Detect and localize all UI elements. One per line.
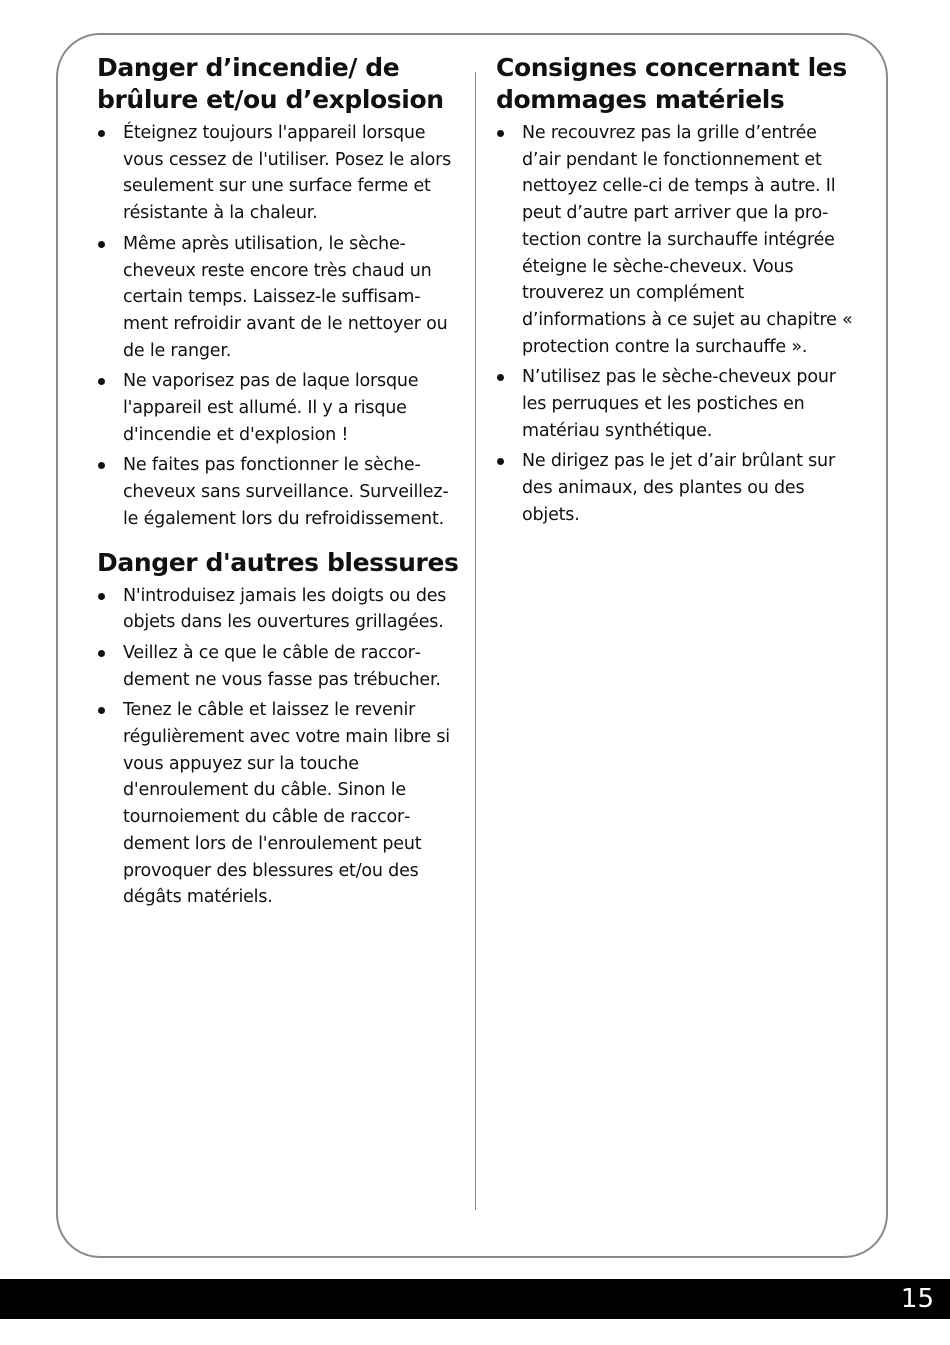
list-item [97, 452, 459, 532]
list-item-text: Tenez le câble et laissez le revenir régulièrement avec votre main libre si vous appuyez sur la touche d'enroulement du câble. Sinon le tournoiement du câble de raccordement lors de l'enroulement peut provoquer des blessures et/ou des dégâts matériels. [123, 700, 450, 908]
list-item-text: N'introduisez jamais les doigts ou des objets dans les ouvertures grillagées. [123, 585, 447, 633]
bullet-icon [98, 378, 105, 385]
list-item-text: Éteignez toujours l'appareil lorsque vous cessez de l'utiliser. Posez le alors seulement sur une surface ferme et résistante à la chaleur. [123, 123, 452, 224]
page-number: 15 [900, 1284, 934, 1314]
bullet-icon [497, 130, 504, 137]
bullet-icon [497, 458, 504, 465]
list-item-text: Ne faites pas fonctionner le sèche-cheveux sans surveillance. Surveillez-le également lors du refroidissement. [123, 455, 449, 529]
list-item [496, 448, 858, 528]
bullet-icon [98, 130, 105, 137]
list-item-text: N’utilisez pas le sèche-cheveux pour les perruques et les postiches en matériau synthétique. [522, 367, 836, 441]
list-item-text: Ne dirigez pas le jet d’air brûlant sur des animaux, des plantes ou des objets. [522, 451, 835, 525]
fire-danger-list [97, 120, 459, 533]
left-column [97, 52, 459, 915]
section-heading-fire-danger: Danger d’incendie/ de brûlure et/ou d’explosion [97, 53, 444, 114]
section-heading-material-damage: Consignes concernant les dommages matériels [496, 53, 847, 114]
list-item-text: Ne recouvrez pas la grille d’entrée d’air pendant le fonctionnement et nettoyez celle-ci de temps à autre. Il peut d’autre part arriver que la protection contre la surchauffe intégrée éteigne le sèche-cheveux. Vous trouverez un complément d’informations à ce sujet au chapitre « protection contre la surchauffe ». [522, 123, 853, 357]
list-item [97, 231, 459, 365]
list-item-text: Ne vaporisez pas de laque lorsque l'appareil est allumé. Il y a risque d'incendie et d'explosion ! [123, 371, 419, 445]
bullet-icon [98, 650, 105, 657]
material-damage-list [496, 120, 858, 529]
footer-bar [0, 1279, 950, 1319]
bullet-icon [98, 462, 105, 469]
list-item-text: Même après utilisation, le sèche-cheveux reste encore très chaud un certain temps. Laissez-le suffisamment refroidir avant de le nettoyer ou de le ranger. [123, 233, 448, 361]
bullet-icon [98, 593, 105, 600]
list-item [97, 697, 459, 911]
list-item [496, 364, 858, 444]
bullet-icon [98, 241, 105, 248]
right-column [496, 52, 858, 533]
list-item [97, 583, 459, 636]
column-divider [475, 72, 476, 1210]
list-item [97, 120, 459, 227]
list-item [496, 120, 858, 360]
list-item-text: Veillez à ce que le câble de raccordement ne vous fasse pas trébucher. [123, 642, 441, 690]
list-item [97, 368, 459, 448]
other-injuries-list [97, 583, 459, 911]
list-item [97, 640, 459, 693]
bullet-icon [497, 374, 504, 381]
section-heading-other-injuries: Danger d'autres blessures [97, 547, 459, 577]
bullet-icon [98, 707, 105, 714]
